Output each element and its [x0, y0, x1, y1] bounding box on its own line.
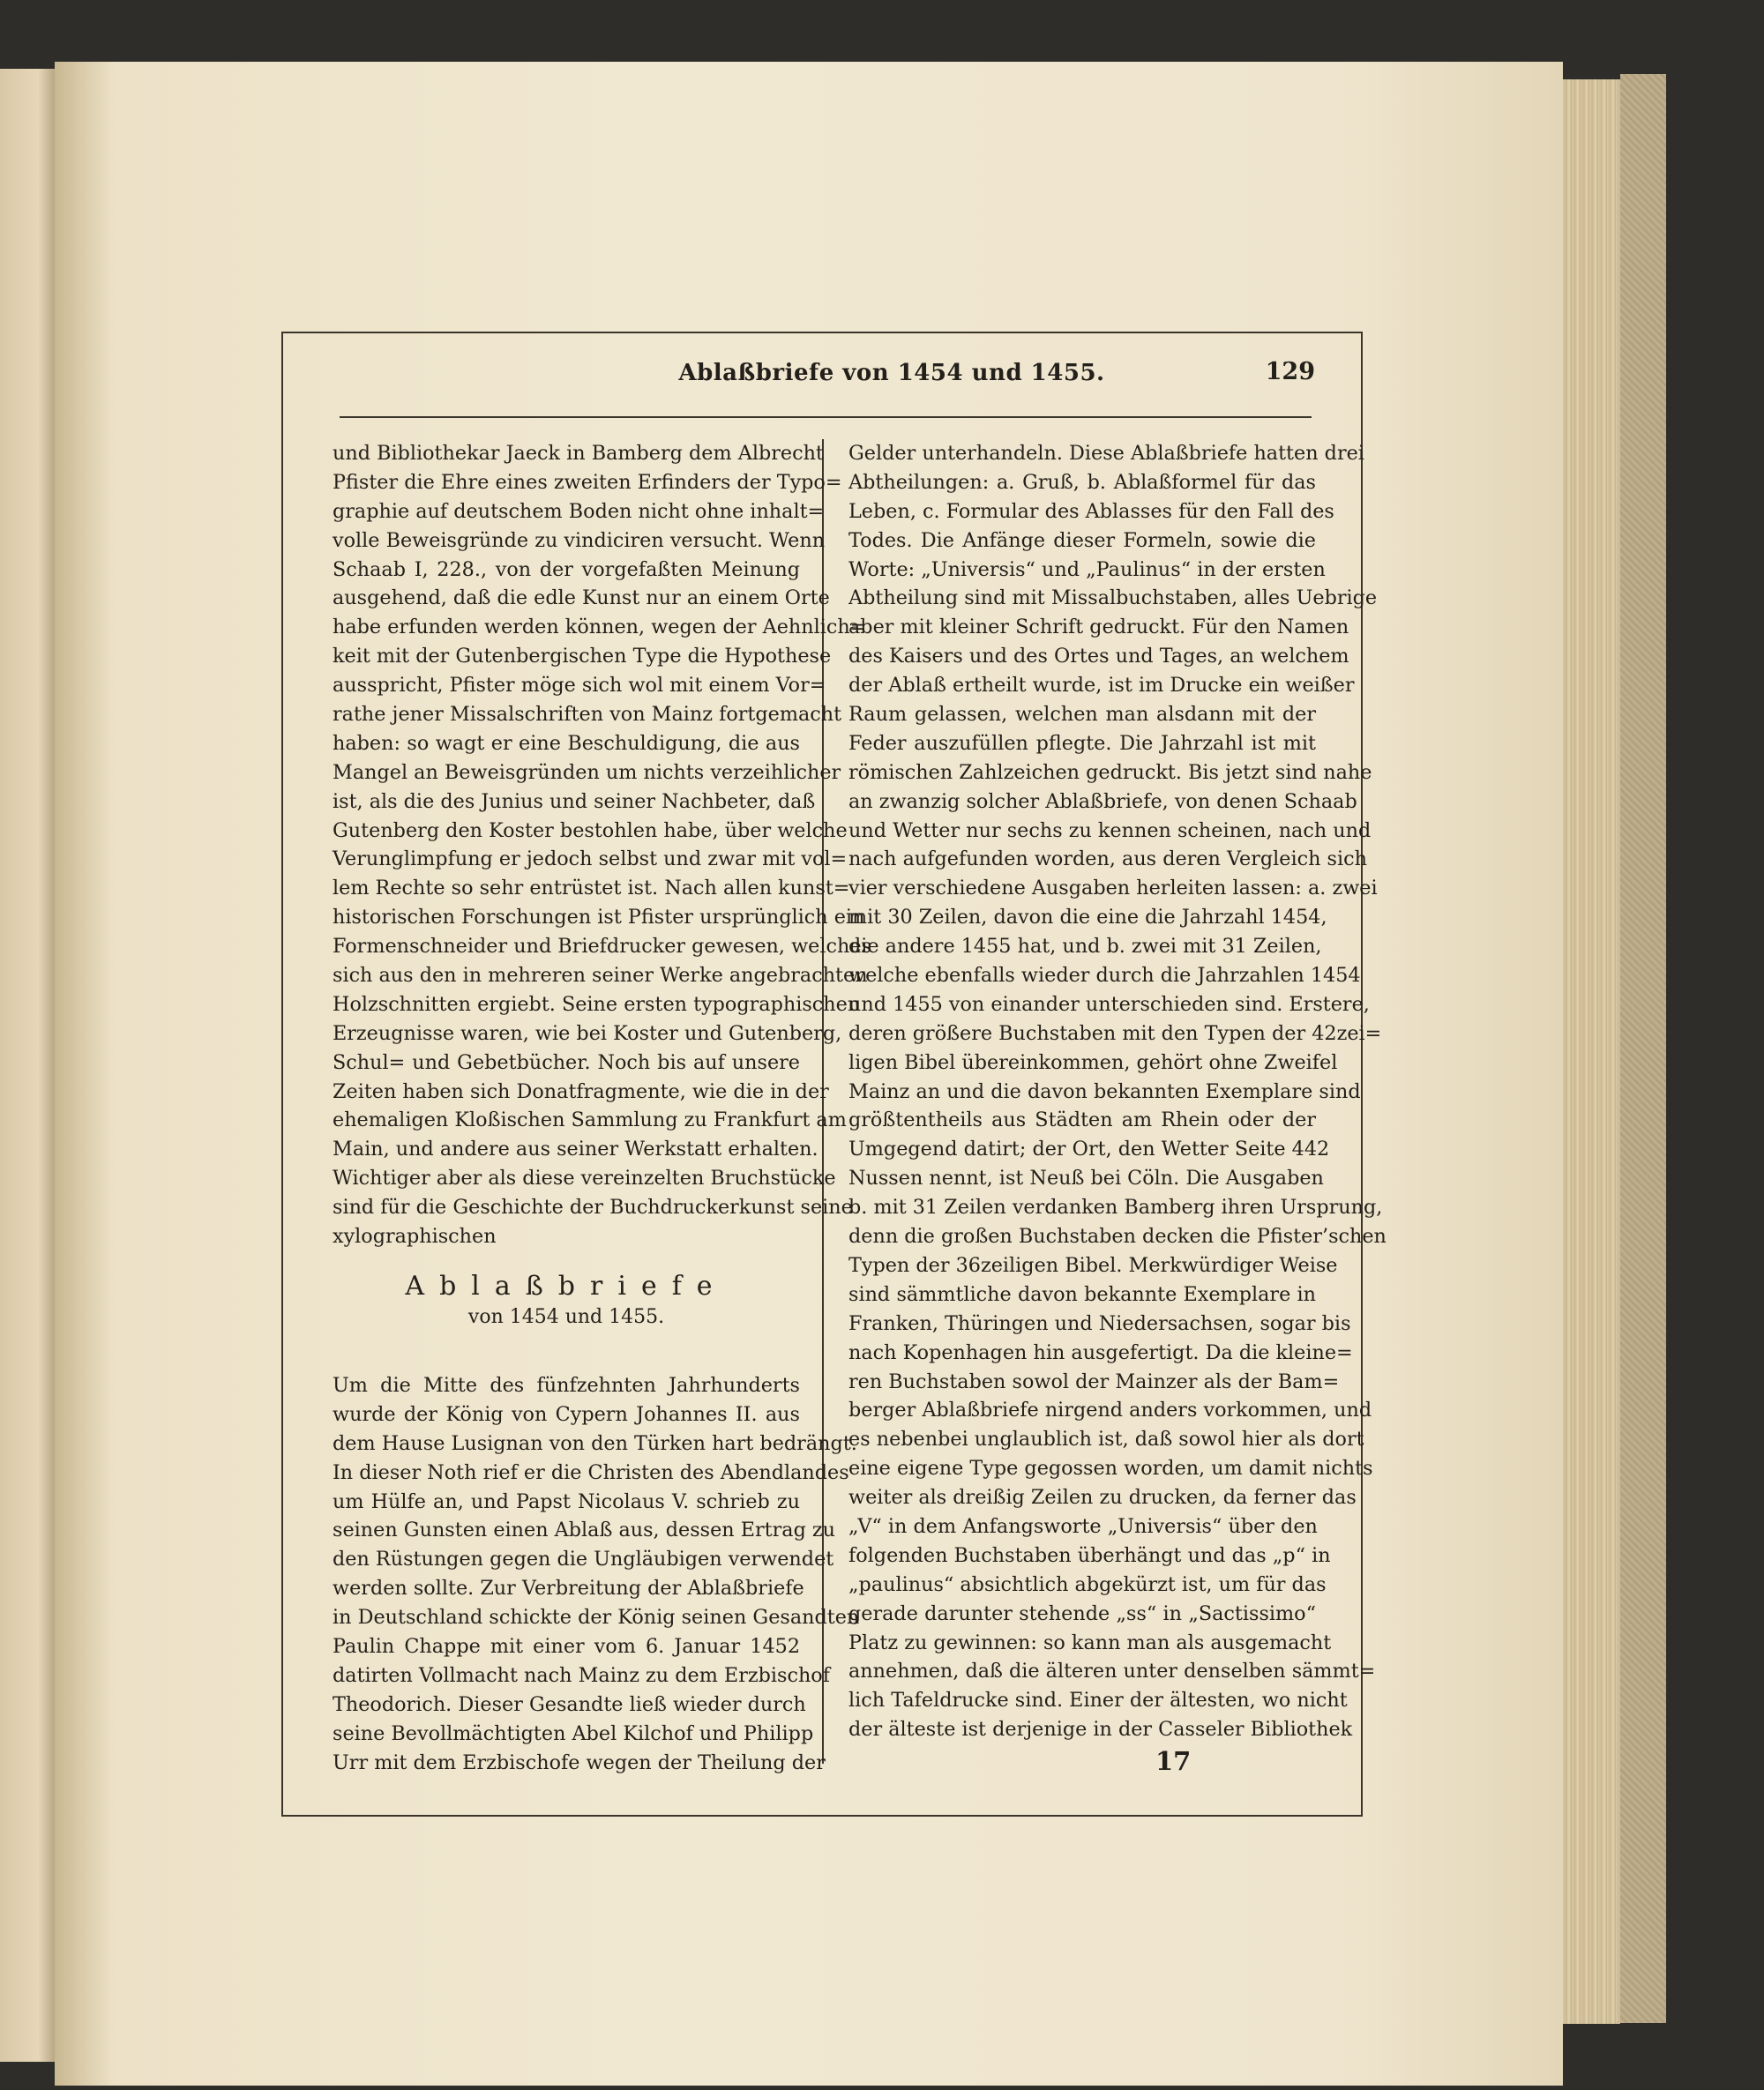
text-line: Verunglimpfung er jedoch selbst und zwar mit vol=	[333, 847, 848, 871]
text-line: Feder auszufüllen pflegte. Die Jahrzahl ist mit	[848, 731, 1316, 755]
text-line: habe erfunden werden können, wegen der Aehnlich=	[333, 616, 867, 639]
right-column	[848, 439, 1387, 1744]
text-line: Schaab I, 228., von der vorgefaßten Meinung	[333, 557, 800, 581]
text-line: Pfister die Ehre eines zweiten Erfinders der Typo=	[333, 470, 842, 494]
text-line: dem Hause Lusignan von den Türken hart bedrängt.	[333, 1431, 857, 1455]
book-cover-edge	[1620, 74, 1666, 2023]
text-line: denn die großen Buchstaben decken die Pfister’schen	[848, 1225, 1387, 1249]
text-line: Paulin Chappe mit einer vom 6. Januar 1452	[333, 1634, 800, 1658]
text-line: Theodorich. Dieser Gesandte ließ wieder durch	[333, 1692, 806, 1716]
text-line: Um die Mitte des fünfzehnten Jahrhunderts	[333, 1373, 800, 1397]
header-rule	[340, 416, 1312, 418]
text-line: eine eigene Type gegossen worden, um damit nichts	[848, 1457, 1373, 1481]
text-line: b. mit 31 Zeilen verdanken Bamberg ihren Ursprung,	[848, 1196, 1383, 1220]
text-line: ausgehend, daß die edle Kunst nur an einem Orte	[333, 586, 830, 610]
text-line: Gelder unterhandeln. Diese Ablaßbriefe hatten drei	[848, 442, 1364, 465]
text-line: Raum gelassen, welchen man alsdann mit der	[848, 703, 1316, 727]
text-line: der Ablaß ertheilt wurde, ist im Drucke ein weißer	[848, 674, 1355, 698]
text-line: Gutenberg den Koster bestohlen habe, über welche	[333, 818, 848, 842]
text-line: sind für die Geschichte der Buchdruckerkunst seine	[333, 1196, 853, 1220]
text-line: werden sollte. Zur Verbreitung der Ablaßbriefe	[333, 1577, 804, 1601]
text-line: Wichtiger aber als diese vereinzelten Bruchstücke	[333, 1167, 836, 1191]
text-line: Worte: „Universis“ und „Paulinus“ in der ersten	[848, 557, 1326, 581]
text-line: aber mit kleiner Schrift gedruckt. Für den Namen	[848, 616, 1349, 639]
text-line: es nebenbei unglaublich ist, daß sowol hier als dort	[848, 1428, 1364, 1452]
text-frame	[281, 332, 1387, 1817]
text-line: welche ebenfalls wieder durch die Jahrzahlen 1454	[848, 964, 1361, 988]
text-line: die andere 1455 hat, und b. zwei mit 31 Zeilen,	[848, 935, 1322, 959]
section-title: Ablaßbriefe	[405, 1270, 728, 1302]
text-line: und Wetter nur sechs zu kennen scheinen, nach und	[848, 818, 1372, 842]
text-line: an zwanzig solcher Ablaßbriefe, von denen Schaab	[848, 789, 1357, 813]
text-line: Nussen nennt, ist Neuß bei Cöln. Die Ausgaben	[848, 1167, 1324, 1191]
page-number: 129	[1265, 358, 1315, 385]
text-line: volle Beweisgründe zu vindiciren versucht. Wenn	[333, 528, 826, 552]
text-line: lich Tafeldrucke sind. Einer der ältesten, wo nicht	[848, 1689, 1348, 1713]
text-line: Zeiten haben sich Donatfragmente, wie die in der	[333, 1079, 829, 1103]
text-line: Holzschnitten ergiebt. Seine ersten typographischen	[333, 992, 861, 1016]
text-line: ist, als die des Junius und seiner Nachbeter, daß	[333, 789, 816, 813]
text-line: nach Kopenhagen hin ausgefertigt. Da die kleine=	[848, 1340, 1353, 1364]
text-line: und 1455 von einander unterschieden sind. Erstere,	[848, 992, 1370, 1016]
left-paragraph-1	[333, 439, 871, 1251]
text-line: lem Rechte so sehr entrüstet ist. Nach allen kunst=	[333, 877, 850, 900]
page-block-edges	[1563, 79, 1620, 2024]
text-line: graphie auf deutschem Boden nicht ohne inhalt=	[333, 499, 825, 523]
text-line: Franken, Thüringen und Niedersachsen, sogar bis	[848, 1311, 1351, 1335]
text-line: annehmen, daß die älteren unter denselben sämmt=	[848, 1660, 1376, 1683]
text-line: vier verschiedene Ausgaben herleiten lassen: a. zwei	[848, 877, 1378, 900]
text-line: rathe jener Missalschriften von Mainz fortgemacht	[333, 703, 842, 727]
text-line: Umgegend datirt; der Ort, den Wetter Seite 442	[848, 1138, 1330, 1161]
section-subtitle: von 1454 und 1455.	[467, 1305, 665, 1328]
text-line: historischen Forschungen ist Pfister ursprünglich ein	[333, 906, 865, 929]
text-line: Platz zu gewinnen: so kann man als ausgemacht	[848, 1631, 1332, 1654]
text-line: Formenschneider und Briefdrucker gewesen, welches	[333, 935, 871, 959]
text-line: den Rüstungen gegen die Ungläubigen verwendet	[333, 1548, 834, 1571]
section-heading	[333, 1269, 800, 1371]
facing-page-edge	[0, 69, 55, 2062]
left-column	[333, 439, 871, 1777]
text-line: folgenden Buchstaben überhängt und das „p“ in	[848, 1543, 1331, 1567]
text-line: Main, und andere aus seiner Werkstatt erhalten.	[333, 1138, 818, 1161]
text-line: sich aus den in mehreren seiner Werke angebrachten	[333, 964, 868, 988]
text-line: Leben, c. Formular des Ablasses für den Fall des	[848, 499, 1334, 523]
text-line: und Bibliothekar Jaeck in Bamberg dem Albrecht	[333, 442, 824, 465]
text-line: „paulinus“ absichtlich abgekürzt ist, um für das	[848, 1572, 1327, 1596]
text-line: „V“ in dem Anfangsworte „Universis“ über den	[848, 1514, 1318, 1538]
text-line: seinen Gunsten einen Ablaß aus, dessen Ertrag zu	[333, 1519, 836, 1542]
text-line: ren Buchstaben sowol der Mainzer als der Bam=	[848, 1370, 1340, 1393]
text-line: der älteste ist derjenige in der Casseler Bibliothek	[848, 1718, 1353, 1742]
running-title: Ablaßbriefe von 1454 und 1455.	[678, 360, 1105, 386]
signature-mark: 17	[1155, 1746, 1192, 1776]
text-line: Mangel an Beweisgründen um nichts verzeihlicher	[333, 760, 841, 784]
text-line: Urr mit dem Erzbischofe wegen der Theilung der	[333, 1750, 826, 1774]
text-line: Schul= und Gebetbücher. Noch bis auf unsere	[333, 1050, 800, 1074]
text-line: In dieser Noth rief er die Christen des Abendlandes	[333, 1460, 849, 1484]
text-line: ligen Bibel übereinkommen, gehört ohne Zweifel	[848, 1050, 1338, 1074]
text-line: Abtheilungen: a. Gruß, b. Ablaßformel für das	[848, 470, 1316, 494]
text-line: ehemaligen Kloßischen Sammlung zu Frankfurt am	[333, 1108, 847, 1132]
text-line: keit mit der Gutenbergischen Type die Hypothese	[333, 645, 832, 668]
text-line: weiter als dreißig Zeilen zu drucken, da ferner das	[848, 1486, 1357, 1510]
text-line: datirten Vollmacht nach Mainz zu dem Erzbischof	[333, 1663, 830, 1687]
text-line: um Hülfe an, und Papst Nicolaus V. schrieb zu	[333, 1489, 800, 1513]
text-line: Mainz an und die davon bekannten Exemplare sind	[848, 1079, 1361, 1103]
text-line: Erzeugnisse waren, wie bei Koster und Gutenberg,	[333, 1021, 842, 1045]
text-line: Todes. Die Anfänge dieser Formeln, sowie die	[848, 528, 1316, 552]
book-page	[55, 62, 1563, 2086]
text-line: wurde der König von Cypern Johannes II. aus	[333, 1402, 800, 1426]
text-line: seine Bevollmächtigten Abel Kilchof und Philipp	[333, 1721, 814, 1745]
text-line: in Deutschland schickte der König seinen Gesandten	[333, 1606, 860, 1630]
text-line: deren größere Buchstaben mit den Typen der 42zei=	[848, 1021, 1382, 1045]
text-line: mit 30 Zeilen, davon die eine die Jahrzahl 1454,	[848, 906, 1327, 929]
text-line: Abtheilung sind mit Missalbuchstaben, alles Uebrige	[848, 586, 1378, 610]
text-line: xylographischen	[333, 1225, 497, 1249]
text-line: ausspricht, Pfister möge sich wol mit einem Vor=	[333, 674, 826, 698]
text-line: gerade darunter stehende „ss“ in „Sactissimo“	[848, 1601, 1316, 1625]
text-line: berger Ablaßbriefe nirgend anders vorkommen, und	[848, 1399, 1372, 1422]
text-line: sind sämmtliche davon bekannte Exemplare in	[848, 1282, 1316, 1306]
text-line: nach aufgefunden worden, aus deren Vergleich sich	[848, 847, 1367, 871]
text-line: haben: so wagt er eine Beschuldigung, die aus	[333, 731, 800, 755]
text-line: des Kaisers und des Ortes und Tages, an welchem	[848, 645, 1349, 668]
text-line: Typen der 36zeiligen Bibel. Merkwürdiger Weise	[848, 1253, 1338, 1277]
left-paragraph-2	[333, 1371, 860, 1777]
text-line: größtentheils aus Städten am Rhein oder der	[848, 1108, 1316, 1132]
right-paragraph	[848, 439, 1387, 1744]
text-line: römischen Zahlzeichen gedruckt. Bis jetzt sind nahe	[848, 760, 1372, 784]
